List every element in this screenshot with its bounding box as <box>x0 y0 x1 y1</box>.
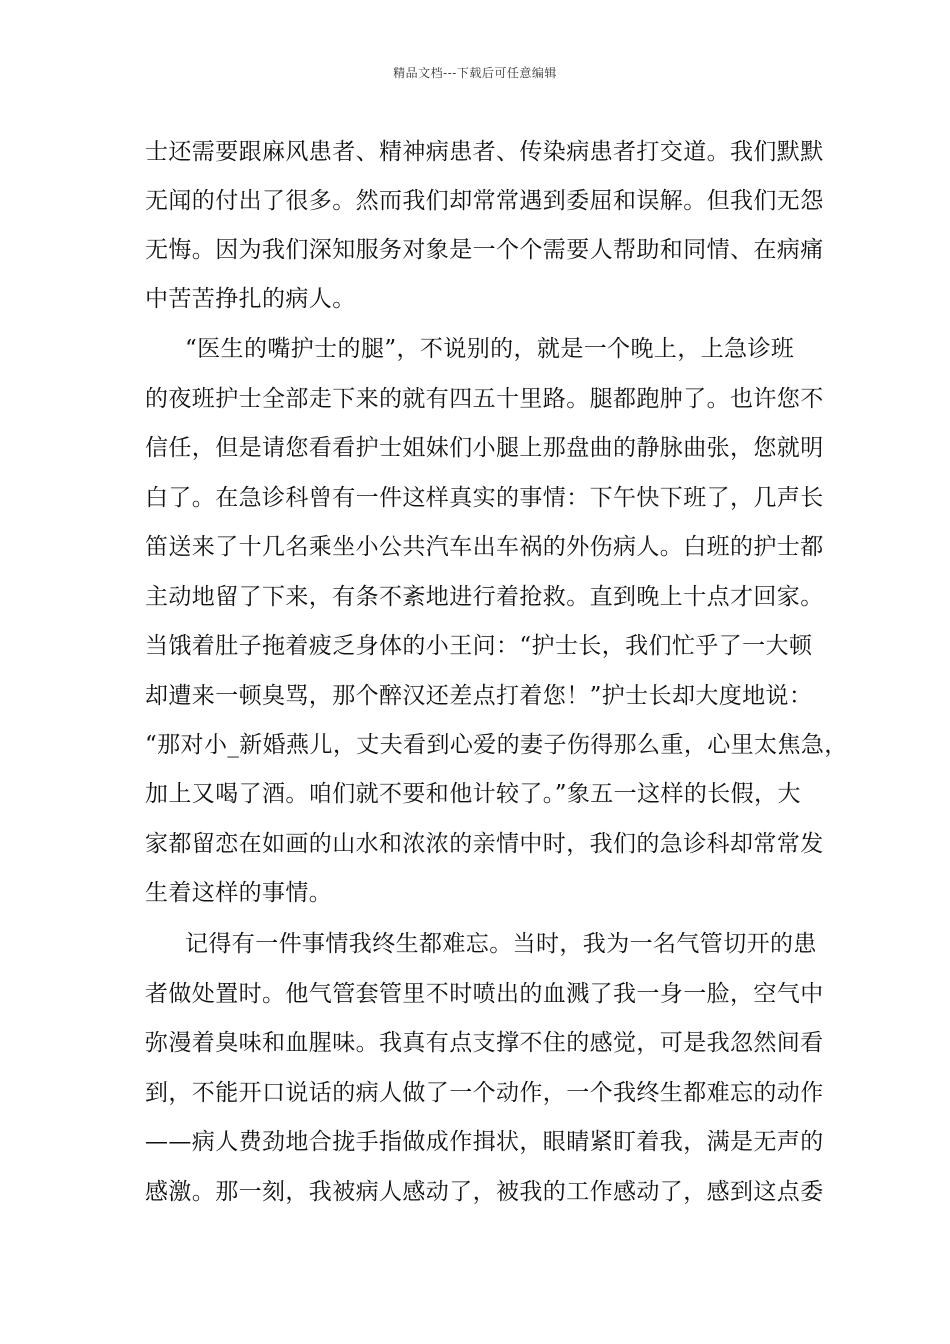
text-line: 笛送来了十几名乘坐小公共汽车出车祸的外伤病人。白班的护士都 <box>145 534 824 560</box>
text-line: 记得有一件事情我终生都难忘。当时，我为一名气管切开的患 <box>185 931 817 957</box>
text-line: 白了。在急诊科曾有一件这样真实的事情：下午快下班了，几声长 <box>145 485 824 511</box>
text-line: 当饿着肚子拖着疲乏身体的小王问：“护士长，我们忙乎了一大顿 <box>145 633 813 659</box>
text-line: 士还需要跟麻风患者、精神病患者、传染病患者打交道。我们默默 <box>145 139 824 165</box>
text-line: 主动地留了下来，有条不紊地进行着抢救。直到晚上十点才回家。 <box>145 584 824 610</box>
text-line: 无闻的付出了很多。然而我们却常常遇到委屈和误解。但我们无怨 <box>145 188 824 214</box>
text-line: 中苦苦挣扎的病人。 <box>145 286 356 312</box>
text-line: 的夜班护士全部走下来的就有四五十里路。腿都跑肿了。也许您不 <box>145 386 824 412</box>
text-line: 信任，但是请您看看护士姐妹们小腿上那盘曲的静脉曲张，您就明 <box>145 435 824 461</box>
text-line: ——病人费劲地合拢手指做成作揖状，眼睛紧盯着我，满是无声的 <box>145 1129 824 1155</box>
text-line: 家都留恋在如画的山水和浓浓的亲情中时，我们的急诊科却常常发 <box>145 831 824 857</box>
text-line: 无悔。因为我们深知服务对象是一个个需要人帮助和同情、在病痛 <box>145 237 824 263</box>
page-header: 精品文档---下载后可任意编辑 <box>393 66 557 80</box>
text-line: “那对小_新婚燕儿，丈夫看到心爱的妻子伤得那么重，心里太焦急， <box>145 732 848 758</box>
text-line: 到，不能开口说话的病人做了一个动作，一个我终生都难忘的动作 <box>145 1080 824 1106</box>
text-line: 弥漫着臭味和血腥味。我真有点支撑不住的感觉，可是我忽然间看 <box>145 1030 824 1056</box>
text-line: 却遭来一顿臭骂，那个醉汉还差点打着您！”护士长却大度地说： <box>145 683 813 709</box>
text-line: 感激。那一刻，我被病人感动了，被我的工作感动了，感到这点委 <box>145 1179 824 1205</box>
text-line: 生着这样的事情。 <box>145 880 333 906</box>
text-line: “医生的嘴护士的腿”，不说别的，就是一个晚上，上急诊班 <box>185 336 795 362</box>
text-line: 加上又喝了酒。咱们就不要和他计较了。”象五一这样的长假，大 <box>145 781 801 807</box>
text-line: 者做处置时。他气管套管里不时喷出的血溅了我一身一脸，空气中 <box>145 981 824 1007</box>
